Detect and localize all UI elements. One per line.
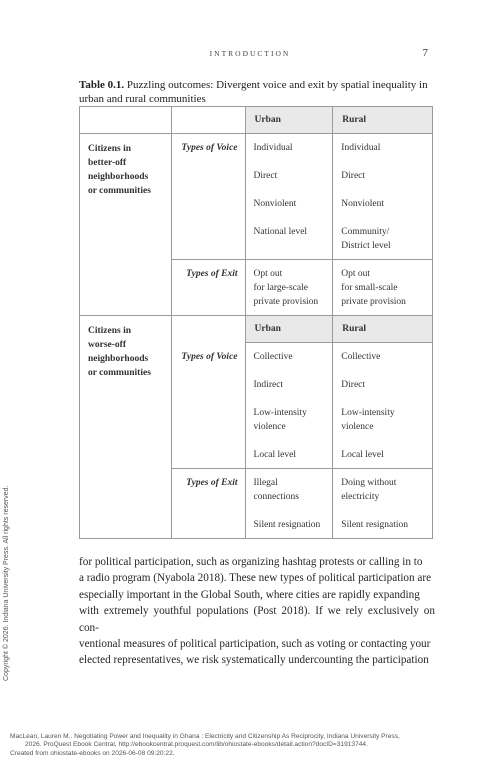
exit-rural-cell-2: Doing without electricity Silent resignation — [333, 469, 433, 539]
category-worse-off: Citizens in worse-off neighborhoods or communities — [80, 316, 172, 539]
exit-urban-cell-2: Illegal connections Silent resignation — [245, 469, 333, 539]
voice-urban-cell: Individual Direct Nonviolent National level — [245, 134, 333, 260]
category-better-off: Citizens in better-off neighborhoods or communities — [80, 134, 172, 316]
outcomes-table — [79, 106, 433, 539]
voice-urban-cell-2: Collective Indirect Low-intensity violence Local level — [245, 343, 333, 469]
chapter-title: INTRODUCTION — [209, 49, 291, 58]
exit-label: Types of Exit — [171, 260, 245, 316]
table-label: Table 0.1. — [79, 79, 125, 91]
table-header-row — [80, 107, 433, 134]
voice-rural-cell-2: Collective Direct Low-intensity violence Local level — [333, 343, 433, 469]
col-header-rural-2: Rural — [333, 316, 433, 343]
col-header-urban-2: Urban — [245, 316, 333, 343]
voice-rural-cell: Individual Direct Nonviolent Community/ District level — [333, 134, 433, 260]
col-header-urban: Urban — [245, 107, 333, 134]
copyright-sidebar: Copyright © 2026. Indiana University Press. All rights reserved. — [3, 485, 10, 681]
worse-off-header-row — [80, 316, 433, 343]
running-header — [0, 49, 500, 63]
exit-rural-cell: Opt out for small-scale private provision — [333, 260, 433, 316]
table-caption — [79, 78, 434, 106]
exit-label-2: Types of Exit — [171, 469, 245, 539]
exit-urban-cell: Opt out for large-scale private provision — [245, 260, 333, 316]
page-number: 7 — [422, 47, 428, 59]
table-caption-text: Puzzling outcomes: Divergent voice and exit by spatial inequality in urban and rural communities — [79, 79, 428, 105]
col-header-rural: Rural — [333, 107, 433, 134]
body-paragraph: for political participation, such as organizing hashtag protests or calling in to a radio program (Nyabola 2018). These new types of political participation are especially important in the Global South, where cities are rapidly expanding with extremely youthful populations (Post 2018). If we rely exclusively on con- ventional measures of political participation, such as voting or contacting your elected representatives, we risk systematically undercounting the participation — [79, 556, 435, 667]
voice-label-2: Types of Voice — [171, 343, 245, 469]
better-off-voice-row — [80, 134, 433, 260]
citation-footer: MacLean, Lauren M.. Negotiating Power and Inequality in Ghana : Electricity and Citizenship As Reciprocity, Indiana University Press, 2026. ProQuest Ebook Central, http://ebookcentral.proquest.com/lib/ohiostate-ebooks/detail.action?docID=31913744. Created from ohiostate-ebooks on 2026-06-08 09:20:22. — [10, 733, 400, 757]
voice-label: Types of Voice — [171, 134, 245, 260]
